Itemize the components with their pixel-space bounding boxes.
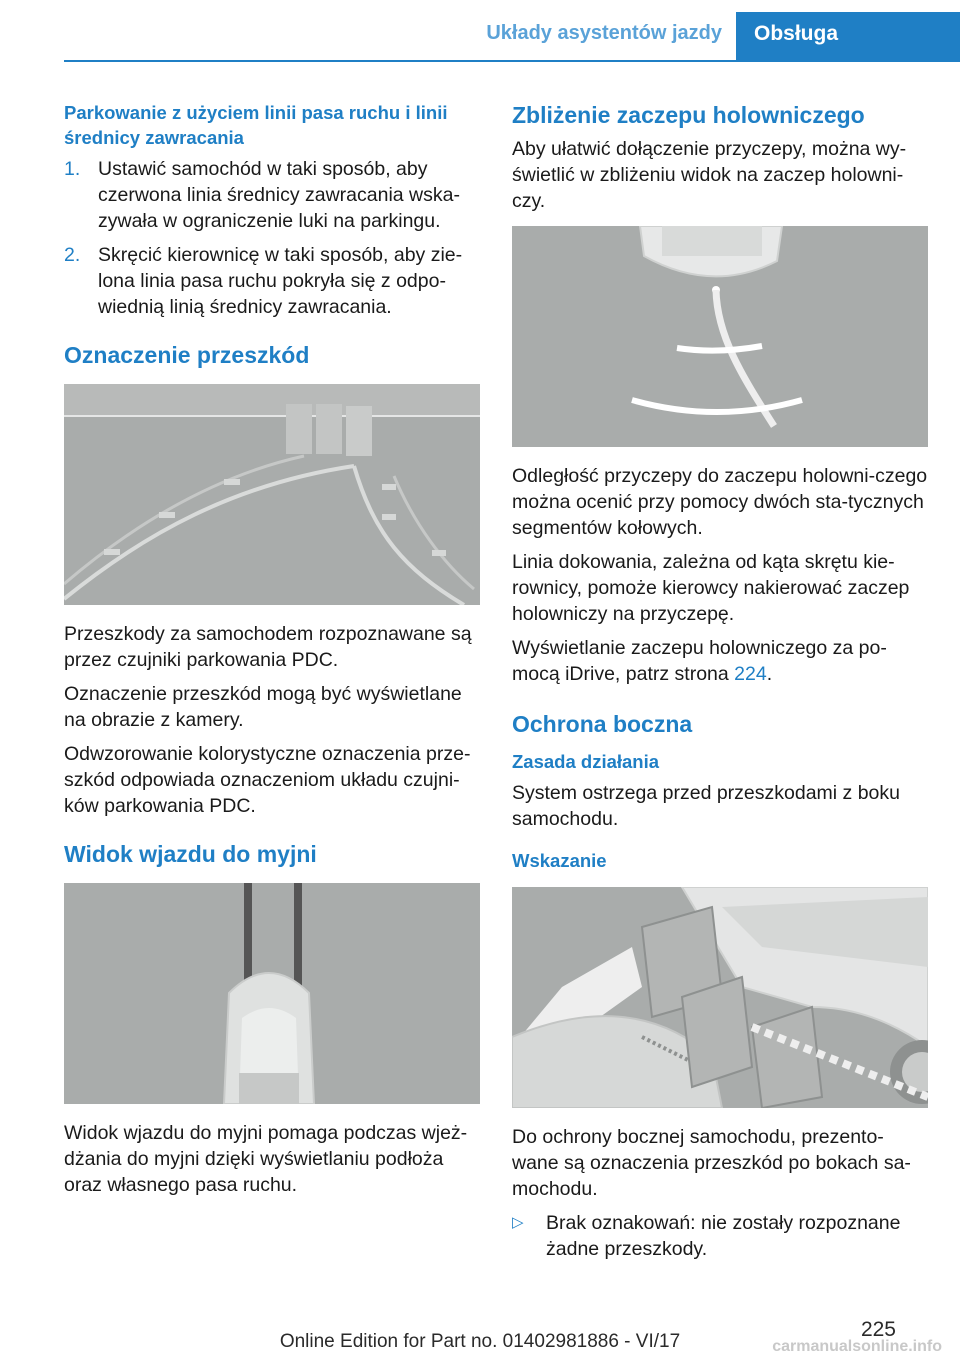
display-text: Do ochrony bocznej samochodu, prezento-wane są oznaczenia przeszkód po bokach sa-mochodu. [512,1126,911,1200]
hitch-text-3: Linia dokowania, zależna od kąta skrętu kie-rownicy, pomoże kierowcy nakierować zaczep holowniczy na przyczepę. [512,551,910,625]
hitch-text-4 [512,635,928,687]
step-text: Skręcić kierownicę w taki sposób, aby zie-lona linia pasa ruchu pokryła się z odpo-wiednią linią średnicy zawracania. [98,244,463,318]
header-rule [64,60,960,62]
carwash-text: Widok wjazdu do myjni pomaga podczas wjeż-dżania do myjni dzięki wyświetlaniu podłoża oraz własnego pasa ruchu. [64,1122,468,1196]
list-item [64,156,480,234]
right-column [512,100,928,1270]
edition-footer: Online Edition for Part no. 01402981886 - VI/17 [279,1331,681,1352]
triangle-bullet-icon: ▷ [512,1214,524,1231]
list-item [512,1210,928,1262]
obstacles-text-3: Odwzorowanie kolorystyczne oznaczenia prze-szkód odpowiada oznaczeniom układu czujni-ków parkowania PDC. [64,743,471,817]
obstacles-text-2: Oznaczenie przeszkód mogą być wyświetlane na obrazie z kamery. [64,683,462,731]
section-tab[interactable] [736,12,960,60]
obstacles-text-1: Przeszkody za samochodem rozpoznawane są przez czujniki parkowania PDC. [64,623,472,671]
watermark: carmanualsonline.info [772,1338,942,1355]
hitch-text-4-end: . [766,663,773,685]
page-header [0,0,960,62]
hitch-view-figure [512,226,928,447]
hitch-text-1: Aby ułatwić dołączenie przyczepy, można wy-świetlić w zbliżeniu widok na zaczep holowni-czy. [512,138,907,212]
step-number: 1. [64,158,81,180]
step-text: Ustawić samochód w taki sposób, aby czerwona linia średnicy zawracania wska-zywała w ograniczenie luki na parkingu. [98,158,460,232]
heading-obstacles: Oznaczenie przeszkód [64,342,310,368]
page-number: 225 [860,1318,896,1341]
carwash-view-figure [64,883,480,1104]
hitch-text-4-body: Wyświetlanie zaczepu holowniczego za po-mocą iDrive, patrz strona [512,637,887,685]
heading-display: Wskazanie [512,850,607,871]
heading-hitch: Zbliżenie zaczepu holowniczego [512,102,865,128]
step-number: 2. [64,244,81,266]
heading-principle: Zasada działania [512,751,660,772]
side-protection-figure [512,887,928,1108]
bullet-text: Brak oznakowań: nie zostały rozpoznane żadne przeszkody. [546,1212,901,1260]
section-tab-label: Obsługa [754,22,839,45]
chapter-title: Układy asystentów jazdy [486,22,722,44]
page-reference-link[interactable]: 224 [734,663,767,685]
heading-parking: Parkowanie z użyciem linii pasa ruchu i linii średnicy zawracania [64,102,448,148]
left-column [64,100,480,1206]
heading-carwash: Widok wjazdu do myjni [64,841,317,867]
heading-side-protection: Ochrona boczna [512,711,693,737]
steps-list [64,156,480,320]
list-item [64,242,480,320]
obstacle-marking-figure [64,384,480,605]
hitch-text-2: Odległość przyczepy do zaczepu holowni-czego można ocenić przy pomocy dwóch sta-tycznych segmentów kołowych. [512,465,928,539]
bullet-list [512,1210,928,1262]
principle-text: System ostrzega przed przeszkodami z boku samochodu. [512,782,901,830]
